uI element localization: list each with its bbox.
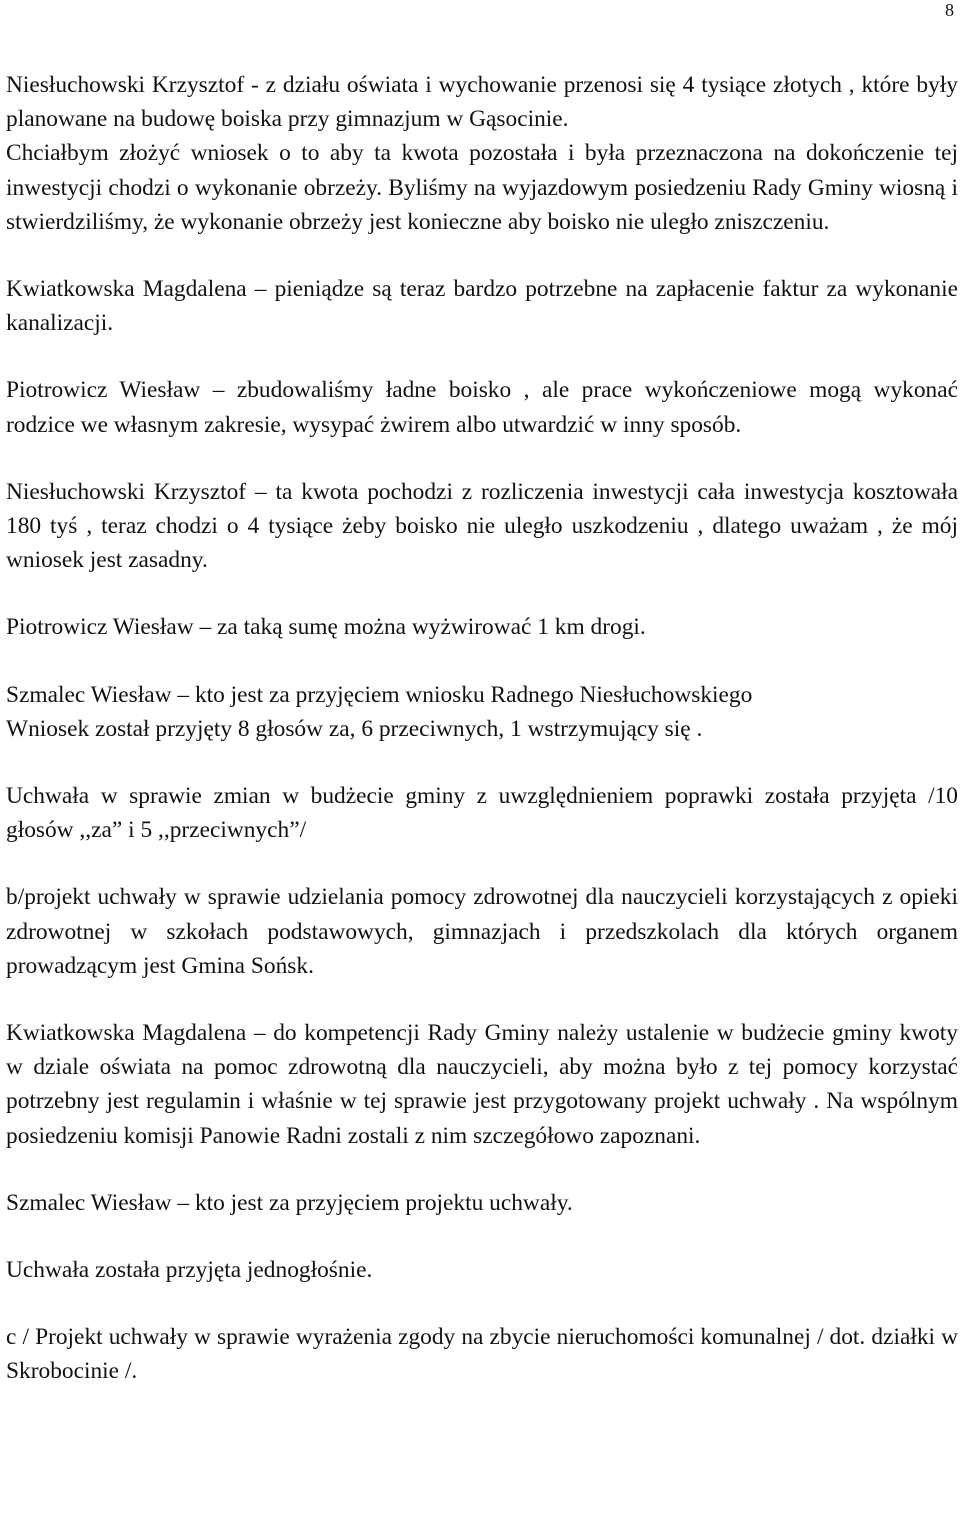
paragraph-line: Kwiatkowska Magdalena – pieniądze są teraz bardzo potrzebne na zapłacenie faktur za wykonanie kanalizacji.	[6, 276, 958, 337]
paragraph-line: Wniosek został przyjęty 8 głosów za, 6 przeciwnych, 1 wstrzymujący się .	[6, 715, 703, 742]
paragraph-line: Piotrowicz Wiesław – zbudowaliśmy ładne boisko , ale prace wykończeniowe mogą wykonać rodzice we własnym zakresie, wysypać żwirem albo utwardzić w inny sposób.	[6, 377, 958, 438]
paragraph-line: Niesłuchowski Krzysztof - z działu oświata i wychowanie przenosi się 4 tysiące złotych , które były planowane na budowę boiska przy gimnazjum w Gąsocinie.	[6, 72, 958, 133]
paragraph-szmalec-vote	[6, 1186, 958, 1220]
paragraph-vote-motion	[6, 678, 958, 746]
paragraph-line: Chciałbym złożyć wniosek o to aby ta kwota pozostała i była przeznaczona na dokończenie tej inwestycji chodzi o wykonanie obrzeży. Byliśmy na wyjazdowym posiedzeniu Rady Gminy wiosną i stwierdziliśmy, że wykonanie obrzeży jest konieczne aby boisko nie uległo zniszczeniu.	[6, 140, 958, 235]
paragraph-line: Uchwała w sprawie zmian w budżecie gminy z uwzględnieniem poprawki została przyjęta /10 głosów ,,za” i 5 ,,przeciwnych”/	[6, 783, 958, 844]
paragraph-line: Piotrowicz Wiesław – za taką sumę można wyżwirować 1 km drogi.	[6, 614, 646, 641]
paragraph-piotrowicz-2	[6, 610, 958, 644]
document-body	[6, 68, 958, 1389]
paragraph-draft-c	[6, 1320, 958, 1388]
paragraph-line: c / Projekt uchwały w sprawie wyrażenia zgody na zbycie nieruchomości komunalnej / dot. działki w Skrobocinie /.	[6, 1324, 958, 1385]
paragraph-unanimous	[6, 1253, 958, 1287]
paragraph-line: Uchwała została przyjęta jednogłośnie.	[6, 1257, 373, 1284]
paragraph-transfer-proposal	[6, 68, 958, 136]
paragraph-line: Niesłuchowski Krzysztof – ta kwota pochodzi z rozliczenia inwestycji cała inwestycja kosztowała 180 tyś , teraz chodzi o 4 tysiące żeby boisko nie uległo uszkodzeniu , dlatego uważam , że mój wniosek jest zasadny.	[6, 478, 958, 574]
paragraph-line: Kwiatkowska Magdalena – do kompetencji Rady Gminy należy ustalenie w budżecie gminy kwoty w dziale oświata na pomoc zdrowotną dla nauczycieli, aby można było z tej pomocy korzystać potrzebny jest regulamin i właśnie w tej sprawie jest przygotowany projekt uchwały . Na wspólnym posiedzeniu komisji Panowie Radni zostali z nim szczegółowo zapoznani.	[6, 1020, 958, 1149]
paragraph-kwiatkowska-1	[6, 272, 958, 340]
paragraph-budget-resolution	[6, 779, 958, 847]
paragraph-line: Szmalec Wiesław – kto jest za przyjęciem projektu uchwały.	[6, 1189, 573, 1216]
paragraph-motion	[6, 136, 958, 239]
paragraph-piotrowicz-1	[6, 373, 958, 441]
paragraph-nieshuchowski-2	[6, 475, 958, 578]
paragraph-kwiatkowska-2	[6, 1016, 958, 1153]
paragraph-line: Szmalec Wiesław – kto jest za przyjęciem wniosku Radnego Niesłuchowskiego	[6, 681, 753, 708]
page-number: 8	[945, 0, 954, 20]
paragraph-line: b/projekt uchwały w sprawie udzielania pomocy zdrowotnej dla nauczycieli korzystających z opieki zdrowotnej w szkołach podstawowych, gimnazjach i przedszkolach dla których organem prowadzącym jest Gmina Sońsk.	[6, 884, 958, 979]
paragraph-draft-b	[6, 880, 958, 983]
